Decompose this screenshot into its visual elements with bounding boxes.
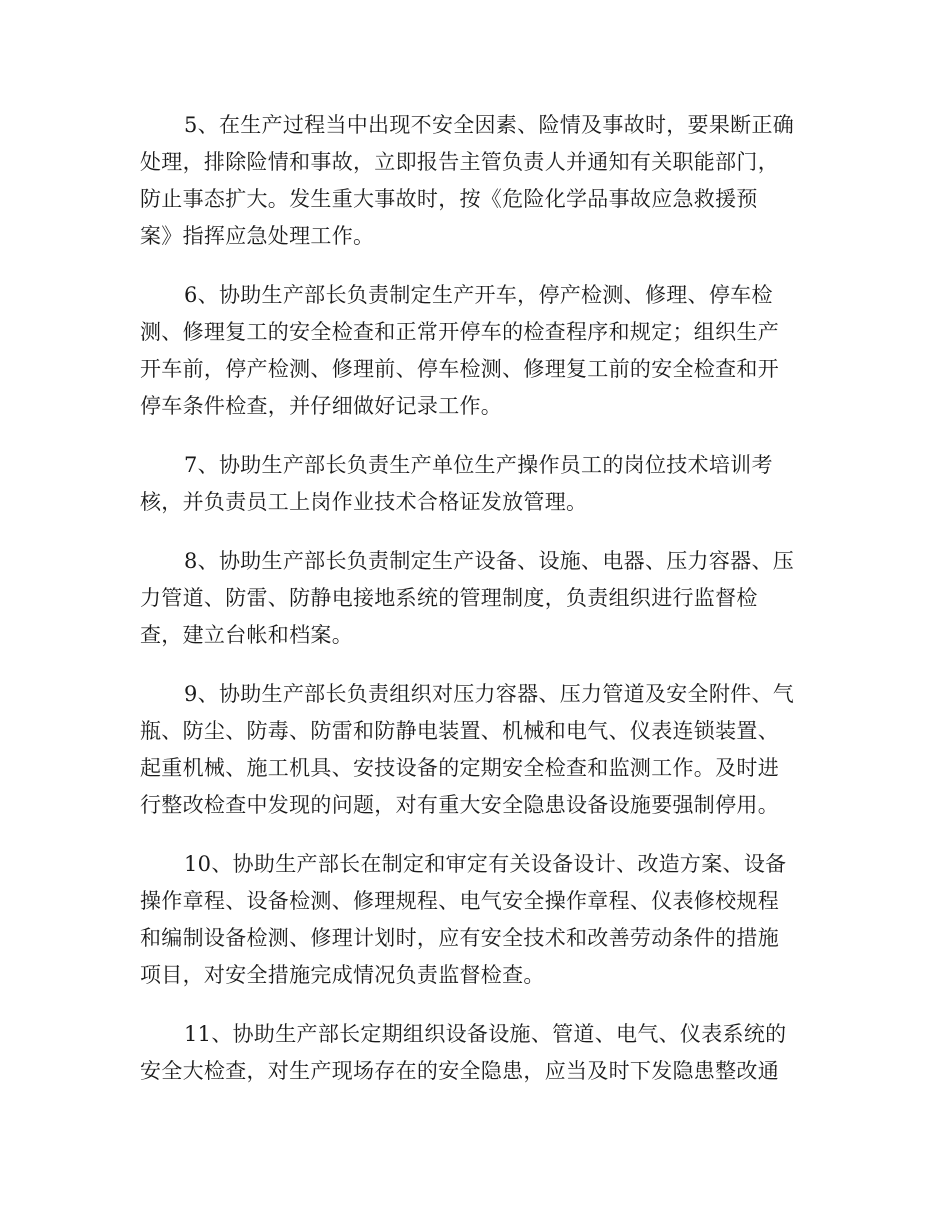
text-line: 7、协助生产部长负责生产单位生产操作员工的岗位技术培训考 xyxy=(184,453,773,477)
text-line: 案》指挥应急处理工作。 xyxy=(140,224,375,248)
paragraph-11 xyxy=(140,1016,812,1090)
text-line: 防止事态扩大。发生重大事故时，按《危险化学品事故应急救援预 xyxy=(140,187,758,211)
text-line: 开车前，停产检测、修理前、停车检测、修理复工前的安全检查和开 xyxy=(140,357,779,381)
text-line: 测、修理复工的安全检查和正常开停车的检查程序和规定；组织生产 xyxy=(140,320,779,344)
text-line: 操作章程、设备检测、修理规程、电气安全操作章程、仪表修校规程 xyxy=(140,889,779,913)
text-line: 和编制设备检测、修理计划时，应有安全技术和改善劳动条件的措施 xyxy=(140,926,779,950)
text-line: 6、协助生产部长负责制定生产开车，停产检测、修理、停车检 xyxy=(184,283,773,307)
text-line: 起重机械、施工机具、安技设备的定期安全检查和监测工作。及时进 xyxy=(140,756,779,780)
text-line: 查，建立台帐和档案。 xyxy=(140,623,353,647)
paragraph-8 xyxy=(140,543,812,654)
text-line: 11、协助生产部长定期组织设备设施、管道、电气、仪表系统的 xyxy=(184,1022,787,1046)
text-line: 5、在生产过程当中出现不安全因素、险情及事故时，要果断正确 xyxy=(184,113,795,137)
paragraph-5 xyxy=(140,107,812,255)
text-line: 8、协助生产部长负责制定生产设备、设施、电器、压力容器、压 xyxy=(184,549,795,573)
text-line: 瓶、防尘、防毒、防雷和防静电装置、机械和电气、仪表连锁装置、 xyxy=(140,719,779,743)
text-line: 10、协助生产部长在制定和审定有关设备设计、改造方案、设备 xyxy=(184,852,787,876)
paragraph-6 xyxy=(140,277,812,425)
document-body xyxy=(140,107,812,1112)
paragraph-7 xyxy=(140,447,812,521)
paragraph-9 xyxy=(140,676,812,824)
paragraph-10 xyxy=(140,846,812,994)
text-line: 力管道、防雷、防静电接地系统的管理制度，负责组织进行监督检 xyxy=(140,586,758,610)
text-line: 9、协助生产部长负责组织对压力容器、压力管道及安全附件、气 xyxy=(184,682,795,706)
text-line: 核，并负责员工上岗作业技术合格证发放管理。 xyxy=(140,490,588,514)
text-line: 处理，排除险情和事故，立即报告主管负责人并通知有关职能部门， xyxy=(140,150,779,174)
text-line: 项目，对安全措施完成情况负责监督检查。 xyxy=(140,963,545,987)
text-line: 停车条件检查，并仔细做好记录工作。 xyxy=(140,394,503,418)
text-line: 安全大检查，对生产现场存在的安全隐患，应当及时下发隐患整改通 xyxy=(140,1059,779,1083)
text-line: 行整改检查中发现的问题，对有重大安全隐患设备设施要强制停用。 xyxy=(140,793,779,817)
